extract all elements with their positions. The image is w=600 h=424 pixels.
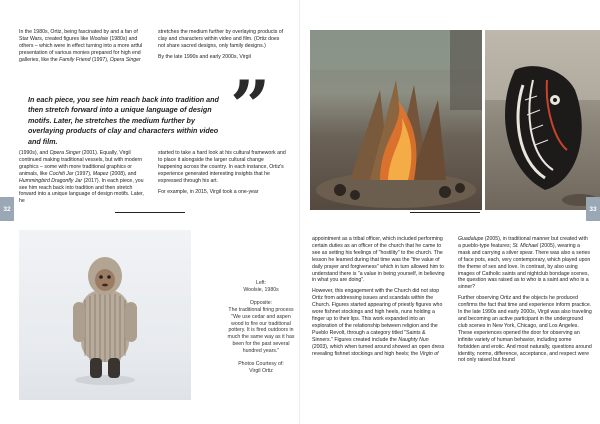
caption-opposite-label: Opposite: <box>249 299 273 306</box>
caption-credit-label: Photos Courtesy of: <box>238 361 284 368</box>
italic-title: Naughty Nun <box>398 336 429 343</box>
italic-title: Virgin of <box>419 350 439 357</box>
text-run: (2017). In each piece, you see him reach back into tradition and then stretch forward into a unique language of design motifs. Later, he <box>19 177 144 205</box>
italic-title: Cochiti Jar <box>48 170 74 177</box>
paragraph <box>19 150 145 205</box>
paragraph <box>458 295 592 364</box>
caption-left-title: Woolsie, 1980s <box>243 286 279 293</box>
text-run: (2008), and <box>108 170 137 177</box>
text-run: appointment as a tribal officer, which included performing certain duties as an officer of the church that he came to see as setting his feelings of "hostility" to the church. The lesson he learned during that time was the "the value of daily prayer and forgiveness" which in turn allowed him to understand there is "a value in being yourself, in believing in what you are doing". <box>312 236 445 284</box>
text-run: In the 1980s, Ortiz, being fascinated by and a fan of Star Wars, created figures like <box>19 29 138 42</box>
divider-line-right <box>410 212 480 213</box>
black-and-white-jar-photo <box>485 30 600 210</box>
woolsie-figure-illustration <box>19 230 191 400</box>
paragraph <box>312 288 446 357</box>
caption-credit-name: Virgil Ortiz <box>249 367 273 374</box>
divider-line-left <box>115 212 185 213</box>
paragraph <box>158 29 288 50</box>
text-run: (1980s) and others – which were in effect turning into a more artful presentation of various monies prepared for high end galleries, like the <box>19 35 143 63</box>
text-run: started to take a hard look at his cultural framework and to place it alongside the larger cultural change happening across the country. In each instance, Ortiz's experience generated interesting insights that he expressed through his art. <box>158 150 286 184</box>
paragraph <box>158 189 288 196</box>
italic-title: Opera Singer <box>109 56 141 63</box>
left-column-1-top-text <box>19 29 145 68</box>
italic-title: Hummingbird Dragonfly Jar <box>19 177 83 184</box>
text-run: (2001). Equally, Virgil continued making traditional vessels, but with modern graphics – some with more traditional graphics or animals, like <box>19 150 143 177</box>
page-number-tab-right <box>586 197 600 221</box>
text-run: (2005), wearing a mask and carrying a silver spear. There was also a series of face pots, each, very contemporary, which played upon the theme of sex and love. In contrast, by also using images of Catholic saints and nightclub bondage scenes, the question was raised as to who is a saint and who is a sinner? <box>458 242 591 291</box>
firing-illustration <box>310 30 482 210</box>
text-run: However, this engagement with the Church did not stop Ortiz from addressing issues and scandals within the Church. Figures started appearing of priestly figures who wore fishnet stockings and high heels, nuns holding a finger up to their lips. This work expanded into an exploration of the relationship between religion and the Pueblo Revolt, through a category titled "Saints & Sinners." Figures created include the <box>312 288 443 343</box>
text-run: (1997), <box>73 170 93 177</box>
paragraph <box>158 54 288 61</box>
italic-title: Mapez <box>92 170 109 177</box>
italic-title: Family Friend <box>59 56 91 63</box>
quote-mark-icon: ” <box>230 65 271 148</box>
left-column-2-top-text <box>158 29 288 65</box>
italic-title: Guadalupe <box>458 236 484 242</box>
italic-title: St. Michael <box>512 242 539 249</box>
page-number: 32 <box>3 205 11 213</box>
pull-quote: In each piece, you see him reach back into tradition and then stretch forward into a unique language of design motifs. Later, he stretches the medium further by overlaying products of clay and characters within video and film. <box>28 95 219 146</box>
woolsie-figure-photo <box>19 230 191 400</box>
italic-title: Woolsie <box>89 35 109 42</box>
paragraph <box>158 150 288 185</box>
italic-title: Opera Singer <box>49 150 81 156</box>
photo-caption <box>225 280 297 381</box>
page-number-tab-left <box>0 197 14 221</box>
paragraph <box>458 236 592 291</box>
page-number: 33 <box>589 205 597 213</box>
caption-opposite-text: The traditional firing process "We use cedar and aspen wood to fire our traditional pottery. It is fired outdoors in much the same way as it has been for the past several hundred years." <box>227 306 295 355</box>
paragraph <box>312 236 446 284</box>
right-column-2-text <box>458 236 592 368</box>
text-run: (1997), <box>90 56 110 63</box>
outdoor-firing-photo <box>310 30 482 210</box>
text-run: Further observing Ortiz and the objects he produced confirms the fact that time and experience inform practice. In the late 1990s and early 2000s, Virgil was also traveling and becoming an active participant in the underground club scenes in New York, Chicago, and Los Angeles. These experiences opened the door for observing an infinite variety of human behavior, including some forbidden and erotic. And most naturally, questions around identity, norms, difference, acceptance, and respect were not only raised but found <box>458 295 592 364</box>
left-column-2-bottom-text <box>158 150 288 199</box>
text-run: (2003), which when turned around showed an open dress revealing fishnet stockings and high heels; the <box>312 343 445 357</box>
text-run: For example, in 2015, Virgil took a one-year <box>158 188 259 195</box>
text-run: By the late 1990s and early 2000s, Virgil <box>158 53 251 60</box>
jar-illustration <box>485 30 600 210</box>
text-run: (1990s), and <box>19 150 50 156</box>
text-run: stretches the medium further by overlaying products of clay and characters within video and film. (Ortiz does not share sacred designs, only family designs.) <box>158 29 284 49</box>
text-run: (2005), in traditional manner but created with a pueblo-type features; <box>458 236 588 249</box>
paragraph <box>19 29 145 64</box>
left-column-1-bottom-text <box>19 150 145 209</box>
right-page <box>300 0 600 424</box>
right-column-1-text <box>312 236 446 361</box>
caption-left-label: Left: <box>255 280 267 286</box>
